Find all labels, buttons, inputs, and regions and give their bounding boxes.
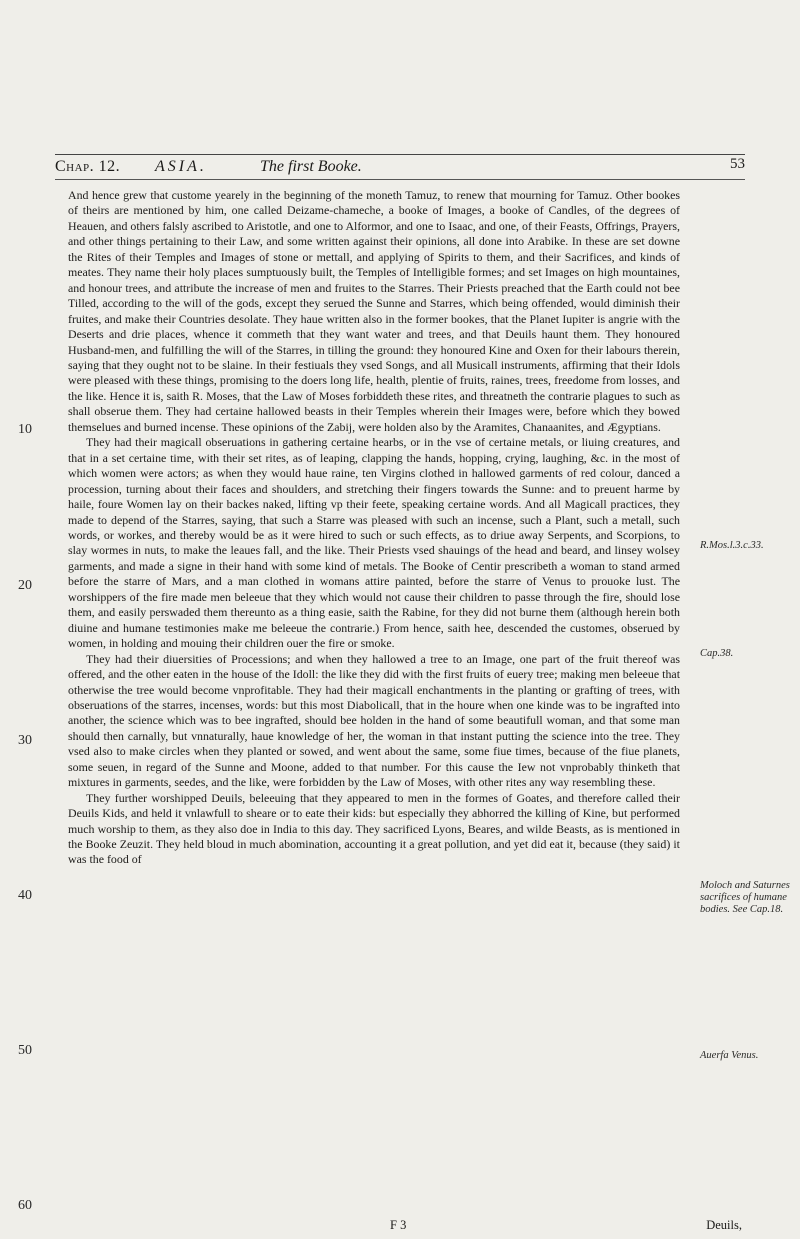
line-number: 20	[18, 578, 32, 593]
chapter-label: Chap. 12.	[55, 158, 121, 175]
paragraph: They further worshipped Deuils, beleeuing that they appeared to men in the formes of Goates, and therefore called their Deuils Kids, and held it vnlawfull to sheare or to eate their kids: but especially they abhorred the killing of Kine, but performed much worship to them, as they also doe in India to this day. They sacrificed Lyons, Beares, and wilde Beasts, as is mentioned in the Booke Zeuzit. They held bloud in much abomination, accounting it a great pollution, and yet did eat it, because (they said) it was the food of	[68, 790, 680, 867]
line-number: 40	[18, 888, 32, 903]
main-text	[68, 188, 680, 1238]
line-number: 30	[18, 733, 32, 748]
paragraph: They had their magicall obseruations in gathering certaine hearbs, or in the vse of certaine metals, or liuing creatures, and that in a set certaine time, with their set rites, as of leaping, clapping the hands, hopping, crying, laughing, &c. in the most of which women were actors; as when they would haue raine, ten Virgins clothed in hallowed garments of red colour, danced a procession, turning about their faces and shoulders, and stretching their fingers towards the Sunne: and to preuent harme by haile, foure Women lay on their backes naked, lifting vp their feete, speaking certaine words. And all Magicall practices, they made to depend of the Starres, saying, that such a Starre was pleased with such an incense, such a Plant, such a metall, such words, or workes, and thereby would be as it were hired to such or such effects, as to driue away Serpents, and Scorpions, to slay wormes in nuts, to make the leaues fall, and the like. Their Priests vsed shauings of the head and beard, and linsey wolsey garments, and made a signe in their hand with some kind of metals. The Booke of Centir prescribeth a woman to stand armed before the starre of Mars, and a man clothed in womans attire painted, before the starre of Venus to prouoke lust. The worshippers of the fire made men beleeue that they which would not cause their children to passe through the fire, should lose them, and easily perswaded them thereunto as a thing easie, saith the Rabine, for they did not burne them (although herein both diuine and humane testimonies make me beleeue the contrarie.) From hence, saith hee, descended the customes, obserued by women, in holding and mouing their children ouer the fire or smoke.	[68, 435, 680, 651]
header-rule	[55, 179, 745, 180]
marginal-note: R.Mos.l.3.c.33.	[700, 540, 764, 551]
marginal-note: Moloch and Saturnes sacrifices of humane bodies. See Cap.18.	[700, 880, 790, 915]
signature-mark: F 3	[390, 1218, 407, 1232]
line-number: 50	[18, 1043, 32, 1058]
book-title: The first Booke.	[260, 158, 362, 175]
paragraph: They had their diuersities of Processions; and when they hallowed a tree to an Image, one part of the fruit thereof was offered, and the other eaten in the house of the Idoll: the like they did with the first fruits of euery tree; making men beleeue that otherwise the tree would become vnprofitable. They had their magicall enchantments in the planting or grafting of trees, with obseruations of the starres, incenses, words: but this most Diabolicall, that in the houre when one kinde was to be ingrafted into another, the science which was to bee ingrafted, should bee holden in the hand of some beautifull woman, and that some man should then carnally, but vnnaturally, haue knowledge of her, the woman in that instant putting the science into the tree. They vsed also to make circles when they planted or sowed, and went about the same, some fiue times, because of the fiue planets, some seuen, in regard of the Sunne and Moone, added to that number. For this cause the Iew not vnprobably thinketh that mixtures in garments, seedes, and the like, were forbidden by the Law of Moses, with other rites any way resembling these.	[68, 651, 680, 790]
page-number: 53	[730, 156, 745, 172]
marginal-note: Auerfa Venus.	[700, 1050, 759, 1061]
line-number: 10	[18, 422, 32, 437]
marginal-note: Cap.38.	[700, 648, 734, 659]
paragraph: And hence grew that custome yearely in the beginning of the moneth Tamuz, to renew that mourning for Tamuz. Other bookes of theirs are mentioned by him, one called Deizame-chameche, a booke of Images, a booke of Candles, of the degrees of Heauen, and others falsly ascribed to Aristotle, and one to Alformor, and one to Isaac, and one, of their Feasts, Offrings, Prayers, and other things pertaining to their Law, and some written against their opinions, all done into Arabike. In these are set downe the Rites of their Temples and Images of stone or mettall, and applying of Spirits to them, and their Sacrifices, and kinds of meates. They name their holy places sumptuously built, the Temples of Intelligible formes; and set Images on high mountaines, and honour trees, and attribute the increase of men and fruites to the Starres. Their Priests preached that the Earth could not bee Tilled, according to the will of the gods, except they serued the Sunne and Starres, which being offended, would diminish their fruites, and make their Countries desolate. They haue written also in the former bookes, that the Planet Iupiter is angrie with the Deserts and drie places, whence it commeth that they want water and trees, and that Deuils haunt them. They honoured Husband-men, and fulfilling the will of the Starres, in tilling the ground: they honoured Kine and Oxen for their labours therein, saying that they ought not to be slaine. In their festiuals they vsed Songs, and all Musicall instruments, affirming that their Idols were pleased with these things, promising to the doers long life, health, plentie of fruits, raines, trees, freedome from losses, and the like. Hence it is, saith R. Moses, that the Law of Moses forbiddeth these rites, and threatneth the contrarie plagues to such as shall obserue them. They had certaine hallowed beasts in their Temples wherein their Images were, before which they bowed themselues and burned incense. These opinions of the Zabij, were holden also by the Aramites, Chanaanites, and Ægyptians.	[68, 188, 680, 434]
running-header	[55, 158, 745, 180]
top-rule	[55, 154, 745, 155]
region-label: ASIA.	[155, 158, 207, 175]
catchword: Deuils,	[706, 1218, 742, 1232]
line-number: 60	[18, 1198, 32, 1213]
